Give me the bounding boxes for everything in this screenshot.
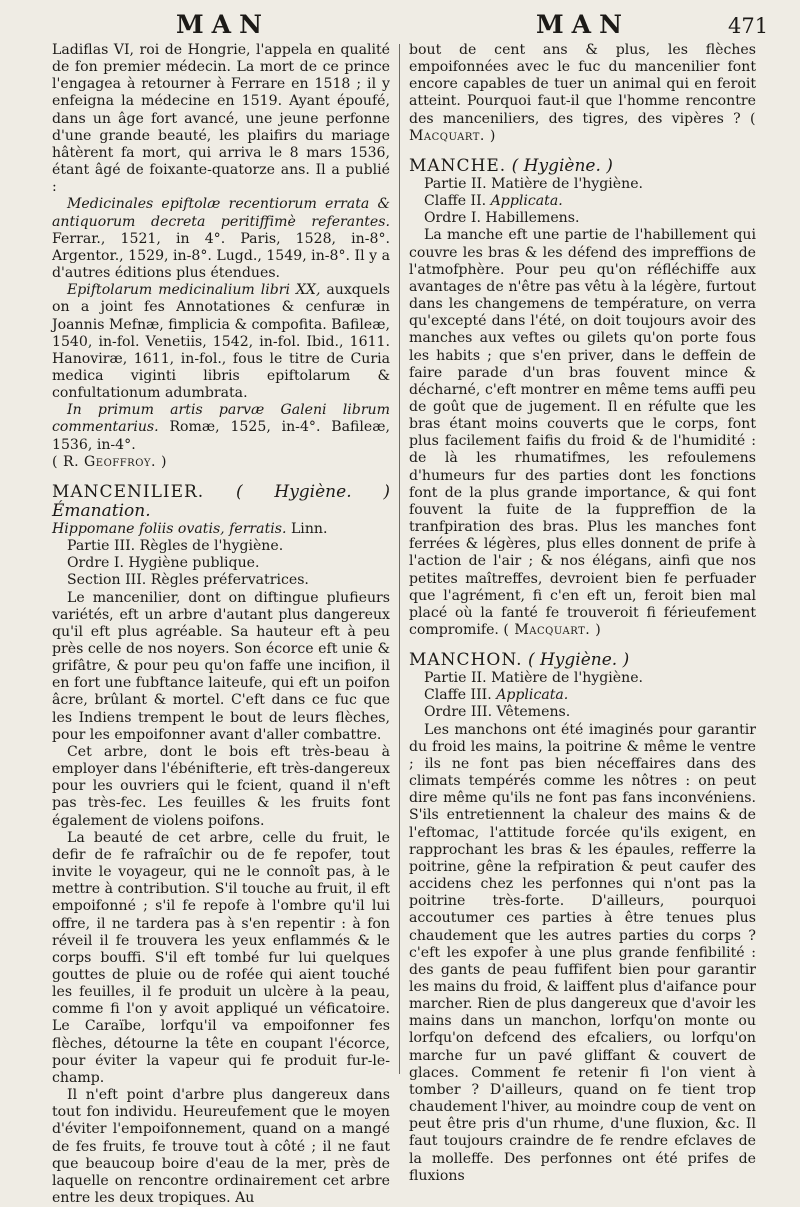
- work-entry: [52, 196, 390, 282]
- classification-line: [409, 176, 756, 193]
- work-entry: [52, 402, 390, 453]
- continuation-paragraph: [409, 42, 756, 145]
- work-details: Ferrar., 1521, in 4°. Paris, 1528, in-8°. Argentor., 1529, in-8°. Lugd., 1549, in-8°. Il y a d'autres éditions plus étendues.: [52, 230, 390, 282]
- intro-paragraph: Ladiflas VI, roi de Hongrie, l'appela en qualité de fon premier médecin. La mort de ce prince l'engagea à retourner à Ferrare en 1518 ; il y enfeigna la médecine en 1519. Ayant époufé, dans un âge fort avancé, une jeune perfonne d'une grande beauté, les plaifirs du mariage hâtèrent fa mort, qui arriva le 8 mars 1536, étant âgé de foixante-quatorze ans. Il a publié :: [52, 42, 390, 196]
- body-paragraph: Cet arbre, dont le bois eft très-beau à employer dans l'ébénifterie, eft très-dangereux pour les ouvriers qui le fcient, quand il n'eft pas très-fec. Les feuilles & les fruits font également de violens poifons.: [52, 743, 390, 829]
- body-paragraph: [409, 227, 756, 639]
- classification-line: [409, 670, 756, 687]
- continuation-text: bout de cent ans & plus, les flèches empoifonnées avec le fuc du mancenilier font encore capables de tuer un animal qui en feroit atteint. Pourquoi faut-il que l'homme rencontre des manceniliers, des tigres, des vipères ?: [409, 42, 756, 127]
- latin-authority: Linn.: [286, 520, 328, 537]
- entry-heading-manchon: [409, 651, 756, 670]
- work-entry: [52, 282, 390, 402]
- classification-italic: Applicata.: [496, 687, 569, 704]
- body-paragraph: Il n'eft point d'arbre plus dangereux dans tout fon individu. Heureufement que le moyen d'éviter l'empoifonnement, quand on a mangé de fes fruits, fe trouve tout à côté ; il ne faut que beaucoup boire d'eau de la mer, près de laquelle on rencontre ordinairement cet arbre entre les deux tropiques. Au: [52, 1087, 390, 1206]
- entry-word: MANCENILIER.: [52, 481, 205, 502]
- work-title: Medicinales epiftolæ recentiorum errata & antiquorum decreta peritiffimè referantes.: [52, 196, 390, 230]
- page-number: 471: [728, 14, 769, 38]
- running-head-left: MAN: [176, 10, 270, 39]
- classification-line: Partie III. Règles de l'hygiène.: [67, 538, 284, 555]
- classification-line: [409, 687, 756, 704]
- classification-text: Claffe II.: [424, 193, 491, 210]
- right-column: [409, 42, 756, 1184]
- author-signature: ( Macquart. ): [503, 622, 602, 638]
- body-paragraph: Le mancenilier, dont on diftingue plufieurs variétés, eft un arbre d'autant plus dangereux qu'il eft plus agréable. Sa hauteur eft à peu près celle de nos noyers. Son écorce eft unie & grifâtre, & pour peu qu'on faffe une incifion, il en fort une fubftance laiteufe, qui eft un poifon âcre, brûlant & mortel. C'eft dans ce fuc que les Indiens trempent le bout de leurs flèches, pour les empoifonner avant d'aller combattre.: [52, 589, 390, 743]
- work-details: auxquels on a joint fes Annotationes & cenfuræ in Joannis Mefnæ, fimplicia & compofita. Bafileæ, 1540, in-fol. Venetiis, 1542, in-fol. Ibid., 1611. Hanoviræ, 1611, in-fol., fous le titre de Curia medica viginti libris epiftolarum & confultationum adumbrata.: [52, 282, 390, 402]
- body-paragraph: Les manchons ont été imaginés pour garantir du froid les mains, la poitrine & même le ventre ; ils ne font pas bien néceffaires dans des climats tempérés comme les nôtres : on peut dire même qu'ils ne font pas fans inconvéniens. S'ils entretiennent la chaleur des mains & de l'eftomac, l'attitude forcée qu'ils exigent, en rapprochant les bras & les épaules, refferre la poitrine, gêne la refpiration & peut caufer des accidens chez les perfonnes qui n'ont pas la poitrine très-forte. D'ailleurs, pourquoi accoutumer ces parties à être tenues plus chaudement que les autres parties du corps ? c'eft les expofer à une plus grande fenfibilité : des gants de peau fuffifent bien pour garantir les mains du froid, & laiffent plus d'aifance pour marcher. Rien de plus dangereux que d'avoir les mains dans un manchon, lorfqu'on monte ou lorfqu'on defcend des efcaliers, ou lorfqu'on marche fur un pavé gliffant & couvert de glaces. Comment fe retenir fi l'on vient à tomber ? D'ailleurs, quand on fe tient trop chaudement l'hiver, au moindre coup de vent on peut être pris d'un rhume, d'une fluxion, &c. Il faut toujours craindre de fe rendre efclaves de la molleffe. Des perfonnes ont été prifes de fluxions: [409, 721, 756, 1184]
- entry-tag: ( Hygiène. ): [527, 650, 630, 671]
- body-paragraph: La beauté de cet arbre, celle du fruit, le defir de fe rafraîchir ou de fe repofer, tout invite le voyageur, qui ne le connoît pas, à le mettre à contribution. S'il touche au fruit, il eft empoifonné ; s'il fe repofe à l'ombre qu'il lui offre, il ne tardera pas à s'en repentir : à fon réveil il fe trouvera les yeux enflammés & le corps bouffi. S'il eft tombé fur lui quelques gouttes de pluie ou de rofée qui aient touché les feuilles, il fe produit un ulcère à la peau, comme fi l'on y avoit appliqué un véficatoire. Le Caraïbe, lorfqu'il va empoifonner fes flèches, détourne la tête en coupant l'écorce, pour éviter la vapeur qui fe produit fur-le-champ.: [52, 829, 390, 1086]
- entry-word: MANCHE.: [409, 155, 507, 176]
- classification-text: Partie II. Matière de l'hygiène.: [424, 670, 644, 687]
- author-signature: ( Macquart. ): [409, 110, 756, 144]
- work-title: Epiftolarum medicinalium libri XX,: [67, 282, 321, 299]
- left-column: [52, 42, 391, 1206]
- classification-line: Section III. Règles préfervatrices.: [67, 572, 309, 589]
- author-signature: ( R. Geoffroy. ): [52, 453, 167, 470]
- latin-name: [52, 521, 390, 538]
- work-title: In primum artis parvæ Galeni librum commentarius.: [52, 402, 390, 436]
- classification-italic: Applicata.: [490, 193, 563, 210]
- running-head-right: MAN: [536, 10, 630, 39]
- entry-word: MANCHON.: [409, 650, 523, 671]
- classification-text: Ordre III. Vêtemens.: [424, 704, 571, 721]
- classification-line: [409, 193, 756, 210]
- body-text: La manche eft une partie de l'habillement qui couvre les bras & les défend des impreffions de l'atmofphère. Pour peu qu'on réfléchiffe aux avantages de n'être pas vêtu à la légère, furtout dans les changemens de température, on verra qu'excepté dans l'été, on doit toujours avoir des manches aux veftes ou gilets qu'on porte fous les habits ; que s'en priver, dans le deffein de faire parade d'un bras fouvent mince & décharné, c'eft montrer en même tems auffi peu de goût que de jugement. Il en réfulte que les bras étant moins couverts que le corps, font plus facilement faifis du froid & de l'humidité : de là les rhumatifmes, les refoulemens d'humeurs fur des parties dont les fonctions font de la plus grande importance, & qui font fouvent la fuite de la fuppreffion de la tranfpiration des bras. Plus les manches font ferrées & légères, plus elles donnent de prife à l'action de l'air ; & nos élégans, ainfi que nos petites maîtreffes, devroient bien fe perfuader que l'agrément, fi c'en eft un, feroit bien mal placé où la fanté fe trouveroit fi férieufement compromife.: [409, 227, 756, 638]
- classification-text: Ordre I. Habillemens.: [424, 210, 580, 227]
- classification-text: Claffe III.: [424, 687, 497, 704]
- classification-text: Partie II. Matière de l'hygiène.: [424, 175, 644, 192]
- latin-binomial: Hippomane foliis ovatis, ferratis.: [52, 520, 287, 537]
- entry-tag: ( Hygiène. ) Émanation.: [52, 481, 391, 521]
- entry-heading-manche: [409, 157, 756, 176]
- classification-line: [409, 210, 756, 227]
- entry-heading-mancenilier: [52, 483, 390, 521]
- classification-line: Ordre I. Hygiène publique.: [67, 555, 260, 572]
- work-details: Romæ, 1525, in-4°. Bafileæ, 1536, in-4°.: [52, 419, 390, 453]
- entry-tag: ( Hygiène. ): [511, 155, 613, 176]
- classification-line: [409, 704, 756, 721]
- column-divider: [399, 44, 400, 1074]
- page-header: [0, 6, 800, 40]
